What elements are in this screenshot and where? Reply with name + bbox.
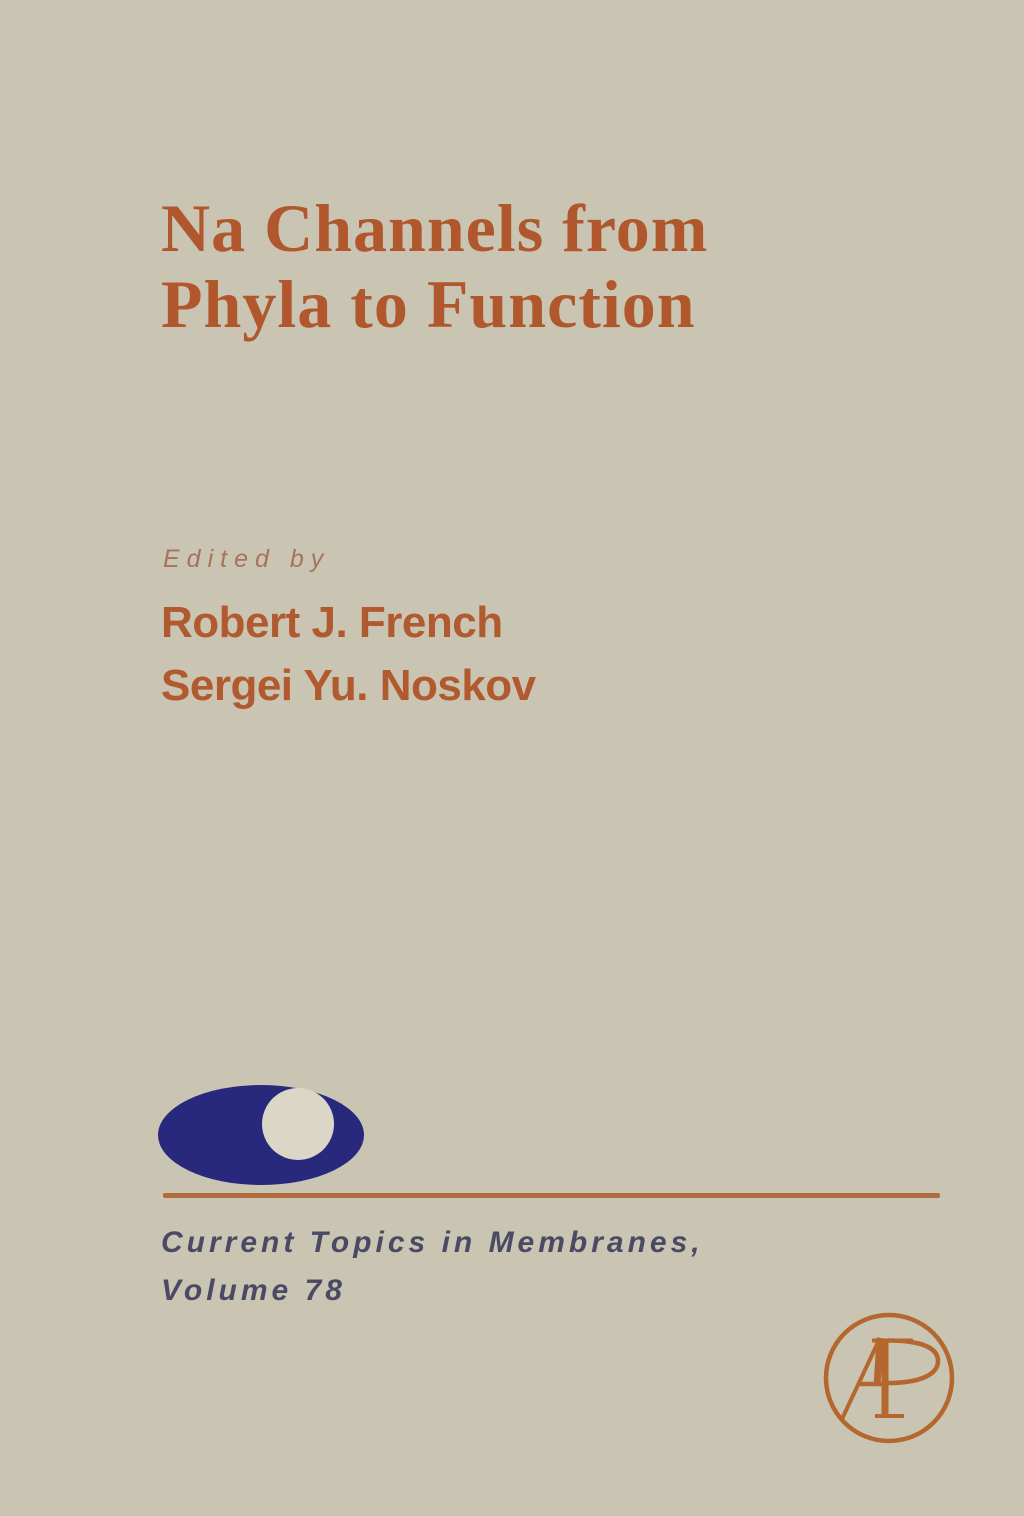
book-title-line-1: Na Channels from xyxy=(161,190,709,266)
ap-monogram xyxy=(842,1338,938,1419)
editor-name: Robert J. French xyxy=(161,598,503,647)
editors-block xyxy=(161,591,536,717)
series-title-line-2: Volume 78 xyxy=(161,1274,346,1307)
series-title xyxy=(161,1219,704,1315)
book-title-line-2: Phyla to Function xyxy=(161,266,696,342)
divider-line xyxy=(163,1193,940,1198)
book-title xyxy=(161,190,708,342)
ap-letter-a-right xyxy=(877,1338,880,1386)
publisher-ap-logo-icon xyxy=(819,1308,959,1448)
eye-hole xyxy=(262,1088,334,1160)
series-eye-icon xyxy=(155,1082,367,1188)
editor-name: Sergei Yu. Noskov xyxy=(161,661,536,710)
ap-logo-circle xyxy=(826,1315,952,1441)
edited-by-label: Edited by xyxy=(163,545,331,573)
series-title-line-1: Current Topics in Membranes, xyxy=(161,1226,704,1259)
eye-ellipse xyxy=(158,1085,364,1185)
ap-letter-p-bowl xyxy=(888,1341,938,1384)
